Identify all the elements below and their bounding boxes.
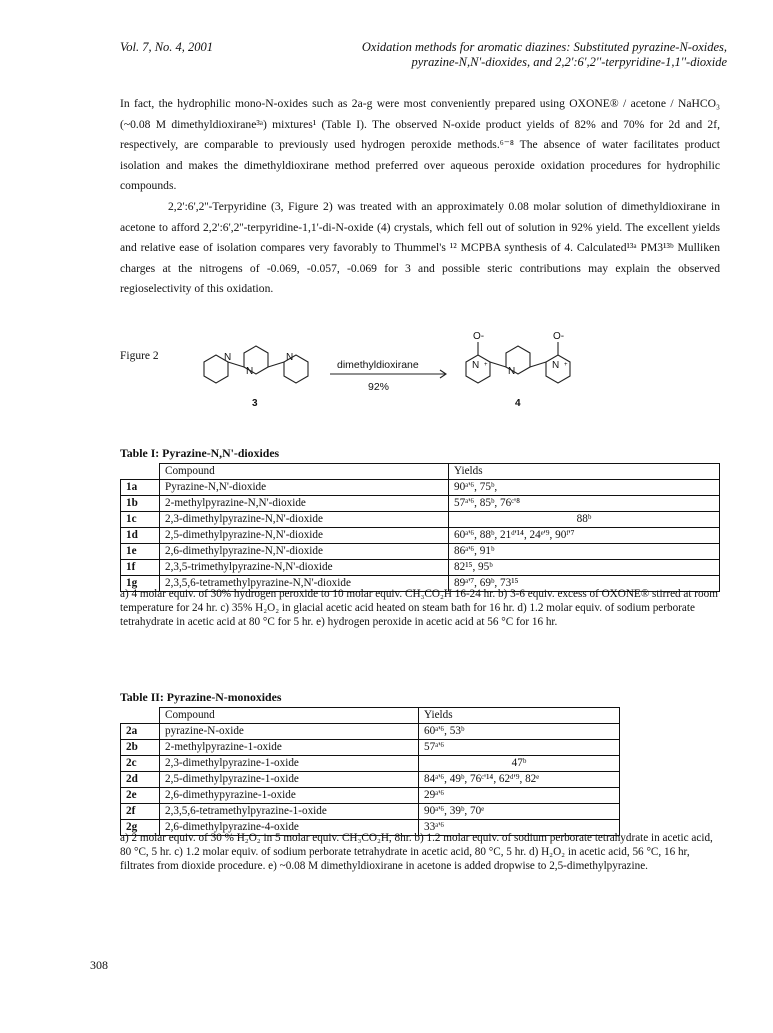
yields: 60ᵃ'⁶, 53ᵇ [419,724,620,740]
compound-id: 2g [121,820,160,836]
compound-name: 2,6-dimethypyrazine-1-oxide [160,788,419,804]
plus-charge: + [484,362,488,368]
figure-2-scheme [190,328,610,440]
column-header-compound: Compound [160,708,419,724]
compound-number-4: 4 [515,398,521,409]
table-row [121,772,620,788]
table-row [121,528,720,544]
table-row [121,788,620,804]
table-row [121,724,620,740]
compound-id: 2b [121,740,160,756]
atom-o-label: O- [473,331,485,342]
column-header-compound: Compound [160,464,449,480]
atom-n-label: N [552,360,560,371]
table-row [121,544,720,560]
reagent-label: dimethyldioxirane [337,359,419,371]
yields: 33ᵃ'⁶ [419,820,620,836]
plus-charge: + [564,362,568,368]
yields: 90ᵃ'⁶, 39ᵇ, 70ᵉ [419,804,620,820]
paragraph-2: 2,2':6',2''-Terpyridine (3, Figure 2) was treated with an approximately 0.08 molar solution of dimethyldioxirane in acetone to afford 2,2':6',2''-terpyridine-1,1'-di-N-oxide (4) crystals, which fell out of solution in 92% yield. The excellent yields and relative ease of isolation compares very favorably to Thummel's ¹² MCPBA synthesis of 4. Calculated¹³ᵃ PM3¹³ᵇ Mulliken charges at the nitrogens of -0.069, -0.057, -0.069 for 3 and possible steric contributions may explain the observed regioselectivity of this oxidation. [120,199,720,296]
yields: 88ᵇ [449,512,720,528]
compound-id: 1e [121,544,160,560]
compound-number-3: 3 [252,398,258,409]
table-2-header-row [121,708,620,724]
running-title-line-2: pyrazine-N,N'-dioxides, and 2,2':6',2''-terpyridine-1,1''-dioxide [411,55,727,69]
journal-volume: Vol. 7, No. 4, 2001 [120,40,214,54]
compound-name: 2,5-dimethylpyrazine-1-oxide [160,772,419,788]
table-row [121,496,720,512]
atom-n-label: N [224,352,232,363]
yields: 29ᵃ'⁶ [419,788,620,804]
compound-id: 1d [121,528,160,544]
table-2-title: Table II: Pyrazine-N-monoxides [120,690,282,704]
compound-name: 2-methylpyrazine-1-oxide [160,740,419,756]
compound-name: Pyrazine-N,N'-dioxide [160,480,449,496]
yields: 57ᵃ'⁶ [419,740,620,756]
compound-id: 2c [121,756,160,772]
compound-name: 2,5-dimethylpyrazine-N,N'-dioxide [160,528,449,544]
table-1-notes: a) 4 molar equiv. of 30% hydrogen peroxide to 10 molar equiv. CH₃CO₂H 16-24 hr. b) 3-6 equiv. excess of OXONE® stirred at room temperature for 24 hr. c) 35% H₂O₂ in glacial acetic acid heated on steam bath for 16 hr. d) 1.2 molar equiv. of sodium perborate tetrahydrate in acetic acid at 80 °C for 5 hr. e) hydrogen peroxide in acetic acid at 56 °C for 16 hr. [120,588,718,628]
atom-o-label: O- [553,331,565,342]
table-1 [120,463,720,592]
yields: 82¹⁵, 95ᵇ [449,560,720,576]
table-2-notes: a) 2 molar equiv. of 30 % H₂O₂ in 5 molar equiv. CH₃CO₂H, 8hr. b) 1.2 molar equiv. of sodium perborate tetrahydrate in acetic acid, 80 °C, 5 hr. c) 1.2 molar equiv. of sodium perborate tetrahydrate in acetic acid, 80 °C, 5 hr. d) H₂O₂ in acetic acid, 56 °C, 16 hr, filtrates from dioxide procedure. e) ~0.08 M dimethyldioxirane in acetone is added dropwise to 2,5-dimethylpyrazine. [120,832,713,872]
compound-name: 2,3-dimethylpyrazine-N,N'-dioxide [160,512,449,528]
yield-label: 92% [368,381,390,393]
yields: 47ᵇ [419,756,620,772]
table-2 [120,707,620,836]
compound-id: 1b [121,496,160,512]
table-1-header-row [121,464,720,480]
yields: 89ᵃ'⁷, 69ᵇ, 73¹⁵ [449,576,720,592]
compound-id: 2f [121,804,160,820]
table-row [121,560,720,576]
yields: 60ᵃ'⁶, 88ᵇ, 21ᵈ'¹⁴, 24ᵉ'⁹, 90ᶠ'⁷ [449,528,720,544]
compound-name: 2,3-dimethylpyrazine-1-oxide [160,756,419,772]
atom-n-label: N [246,366,254,377]
table-row [121,512,720,528]
atom-n-label: N [472,360,480,371]
compound-id: 1g [121,576,160,592]
yields: 84ᵃ'⁶, 49ᵇ, 76ᶜ'¹⁴, 62ᵈ'⁹, 82ᵉ [419,772,620,788]
compound-id: 2e [121,788,160,804]
compound-id: 1a [121,480,160,496]
compound-name: 2,6-dimethylpyrazine-N,N'-dioxide [160,544,449,560]
paragraph-1: In fact, the hydrophilic mono-N-oxides such as 2a-g were most conveniently prepared using OXONE® / acetone / NaHCO₃ (~0.08 M dimethyldioxirane³ᵃ) mixtures¹ (Table I). The observed N-oxide product yields of 82% and 70% for 2d and 2f, respectively, are comparable to previously used hydrogen peroxide methods.⁶⁻⁸ The absence of water facilitates product isolation and makes the dimethyldioxirane method preferred over aqueous peroxide oxidation procedures for hydrophilic compounds. [120,97,720,193]
compound-id: 2d [121,772,160,788]
table-row [121,480,720,496]
compound-id: 1f [121,560,160,576]
column-header-yields: Yields [449,464,720,480]
running-title-line-1: Oxidation methods for aromatic diazines: Substituted pyrazine-N-oxides, [361,40,727,54]
figure-label: Figure 2 [120,350,159,362]
compound-name: 2,6-dimethylpyrazine-4-oxide [160,820,419,836]
column-header-yields: Yields [419,708,620,724]
compound-name: 2-methylpyrazine-N,N'-dioxide [160,496,449,512]
yields: 90ᵃ'⁶, 75ᵇ, [449,480,720,496]
table-1-title: Table I: Pyrazine-N,N'-dioxides [120,446,280,460]
table-row [121,756,620,772]
yields: 57ᵃ'⁶, 85ᵇ, 76ᶜ'⁸ [449,496,720,512]
compound-name: 2,3,5,6-tetramethylpyrazine-1-oxide [160,804,419,820]
page-number: 308 [90,958,108,972]
compound-name: 2,3,5,6-tetramethylpyrazine-N,N'-dioxide [160,576,449,592]
compound-id: 1c [121,512,160,528]
table-row [121,740,620,756]
running-title [362,40,727,70]
yields: 86ᵃ'⁶, 91ᵇ [449,544,720,560]
compound-id: 2a [121,724,160,740]
table-row [121,804,620,820]
atom-n-label: N [508,366,516,377]
atom-n-label: N [286,352,294,363]
compound-name: pyrazine-N-oxide [160,724,419,740]
body-text [120,94,720,300]
compound-name: 2,3,5-trimethylpyrazine-N,N'-dioxide [160,560,449,576]
